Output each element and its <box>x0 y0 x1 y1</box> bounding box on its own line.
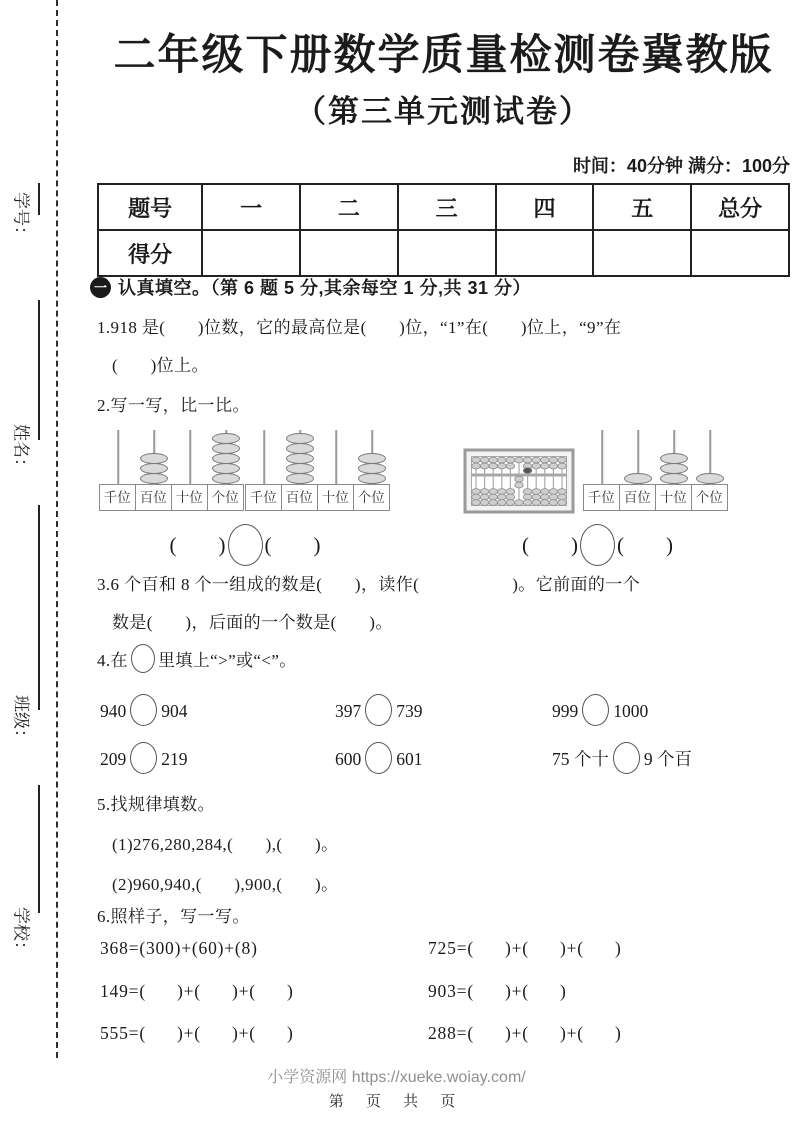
place-value-chart-305 <box>100 430 244 511</box>
place-label: 百位 <box>135 484 172 511</box>
place-value-column <box>318 430 354 511</box>
page-number-line: 第 页 共 页 <box>328 1093 465 1110</box>
equation: 555=( )+( )+( ) <box>100 1023 294 1043</box>
place-label: 千位 <box>583 484 620 511</box>
compare-left: 75 个十 <box>552 749 609 769</box>
place-value-chart-503 <box>246 430 390 511</box>
bead-rod <box>189 430 191 485</box>
compare-left: 999 <box>552 701 579 721</box>
margin-write-line <box>38 183 40 215</box>
place-label: 个位 <box>353 484 390 511</box>
place-value-column <box>282 430 318 511</box>
score-empty-cell <box>496 230 594 276</box>
watermark-site-url: 小学资源网 https://xueke.woiay.com/ <box>267 1069 526 1086</box>
question1-line1: 1.918 是( )位数，它的最高位是( )位，“1”在( )位上，“9”在 <box>97 318 622 337</box>
compare-right: 601 <box>396 749 423 769</box>
score-header-cell: 题号 <box>98 184 202 230</box>
bead <box>140 473 168 484</box>
abacus-image <box>463 448 575 519</box>
compare-left: 209 <box>100 749 127 769</box>
seal-dashed-line <box>56 0 58 1058</box>
score-empty-cell <box>593 230 691 276</box>
place-label: 十位 <box>171 484 208 511</box>
equation: 725=( )+( )+( ) <box>428 938 622 958</box>
question2-label: 2.写一写，比一比。 <box>97 396 250 415</box>
section1-heading <box>90 274 531 300</box>
place-label: 十位 <box>655 484 692 511</box>
compare-circle <box>365 742 392 774</box>
compare-circle <box>130 694 157 726</box>
compare-circle <box>130 742 157 774</box>
bead-rod <box>263 430 265 485</box>
question4-label <box>97 644 297 673</box>
compare-right: 904 <box>161 701 188 721</box>
section1-title: 认真填空。（第 6 题 5 分,其余每空 1 分,共 31 分） <box>118 278 532 298</box>
compare-answer-blanks <box>455 524 740 566</box>
margin-write-line <box>38 300 40 440</box>
equation: 903=( )+( ) <box>428 981 567 1001</box>
place-label: 千位 <box>99 484 136 511</box>
answer-blank: ( ) <box>522 532 578 557</box>
place-label: 千位 <box>245 484 282 511</box>
place-value-chart-131 <box>584 430 728 511</box>
compare-circle <box>580 524 615 566</box>
compare-right: 739 <box>396 701 423 721</box>
bead <box>624 473 652 484</box>
place-value-column <box>100 430 136 511</box>
score-header-cell: 五 <box>593 184 691 230</box>
bead <box>212 473 240 484</box>
place-value-column <box>656 430 692 511</box>
question3-line1: 3.6 个百和 8 个一组成的数是( )，读作( )。它前面的一个 <box>97 575 641 594</box>
score-empty-cell <box>398 230 496 276</box>
school-label: 学校： <box>11 907 31 958</box>
comparison-item <box>100 694 188 726</box>
equation: 288=( )+( )+( ) <box>428 1023 622 1043</box>
question1-line2: ( )位上。 <box>112 356 209 375</box>
place-value-chart-pair <box>100 430 390 511</box>
place-label: 个位 <box>207 484 244 511</box>
comparison-item <box>335 694 423 726</box>
place-value-column <box>172 430 208 511</box>
place-value-column <box>584 430 620 511</box>
score-header-cell: 总分 <box>691 184 789 230</box>
place-label: 个位 <box>691 484 728 511</box>
score-header-cell: 二 <box>300 184 398 230</box>
score-empty-cell <box>691 230 789 276</box>
margin-write-line <box>38 785 40 913</box>
bead-rod <box>601 430 603 485</box>
compare-circle <box>365 694 392 726</box>
score-header-cell: 四 <box>496 184 594 230</box>
comparison-item <box>335 742 423 774</box>
place-value-column <box>692 430 728 511</box>
margin-write-line <box>38 505 40 710</box>
compare-left: 397 <box>335 701 362 721</box>
place-label: 百位 <box>619 484 656 511</box>
fill-circle <box>131 644 155 673</box>
answer-blank: ( ) <box>617 532 673 557</box>
answer-blank: ( ) <box>169 532 226 557</box>
compare-right: 9 个百 <box>643 749 692 769</box>
question5-label: 5.找规律填数。 <box>97 795 215 814</box>
compare-right: 219 <box>161 749 188 769</box>
compare-circle <box>613 742 640 774</box>
page-subtitle: （第三单元测试卷） <box>295 94 592 129</box>
student-name-label: 姓名： <box>11 424 31 475</box>
equation: 368=(300)+(60)+(8) <box>100 938 258 958</box>
place-value-column <box>208 430 244 511</box>
equation: 149=( )+( )+( ) <box>100 981 294 1001</box>
bead <box>286 473 314 484</box>
place-value-column <box>620 430 656 511</box>
compare-left: 600 <box>335 749 362 769</box>
bead-rod <box>335 430 337 485</box>
question4-prefix: 4.在 <box>97 651 128 670</box>
place-value-column <box>246 430 282 511</box>
question4-suffix: 里填上“>”或“<”。 <box>157 651 297 670</box>
score-header-cell: 一 <box>202 184 300 230</box>
compare-answer-blanks <box>100 524 390 566</box>
class-label: 班级： <box>11 695 31 746</box>
bead <box>696 473 724 484</box>
compare-left: 940 <box>100 701 127 721</box>
page-title: 二年级下册数学质量检测卷冀教版 <box>113 31 774 78</box>
question5-item1: (1)276,280,284,( ),( )。 <box>112 835 339 854</box>
question6-label: 6.照样子，写一写。 <box>97 907 250 926</box>
place-label: 十位 <box>317 484 354 511</box>
place-label: 百位 <box>281 484 318 511</box>
compare-circle <box>228 524 263 566</box>
score-table-score-row <box>98 230 789 276</box>
score-empty-cell <box>202 230 300 276</box>
answer-blank: ( ) <box>264 532 321 557</box>
score-header-cell: 三 <box>398 184 496 230</box>
score-table <box>97 183 790 277</box>
compare-right: 1000 <box>613 701 649 721</box>
comparison-item <box>552 694 648 726</box>
question5-item2: (2)960,940,( ),900,( )。 <box>112 875 339 894</box>
bead <box>358 473 386 484</box>
comparison-item <box>100 742 188 774</box>
place-value-column <box>354 430 390 511</box>
question3-line2: 数是( )，后面的一个数是( )。 <box>112 613 393 632</box>
comparison-item <box>552 742 692 774</box>
time-score-info: 时间：40分钟 满分：100分 <box>572 156 790 176</box>
score-empty-cell <box>300 230 398 276</box>
bead <box>660 473 688 484</box>
place-value-column <box>136 430 172 511</box>
compare-circle <box>582 694 609 726</box>
bead-rod <box>117 430 119 485</box>
section-number-icon: 一 <box>90 277 111 298</box>
score-row-label: 得分 <box>98 230 202 276</box>
score-table-header-row <box>98 184 789 230</box>
student-id-label: 学号： <box>11 192 31 243</box>
